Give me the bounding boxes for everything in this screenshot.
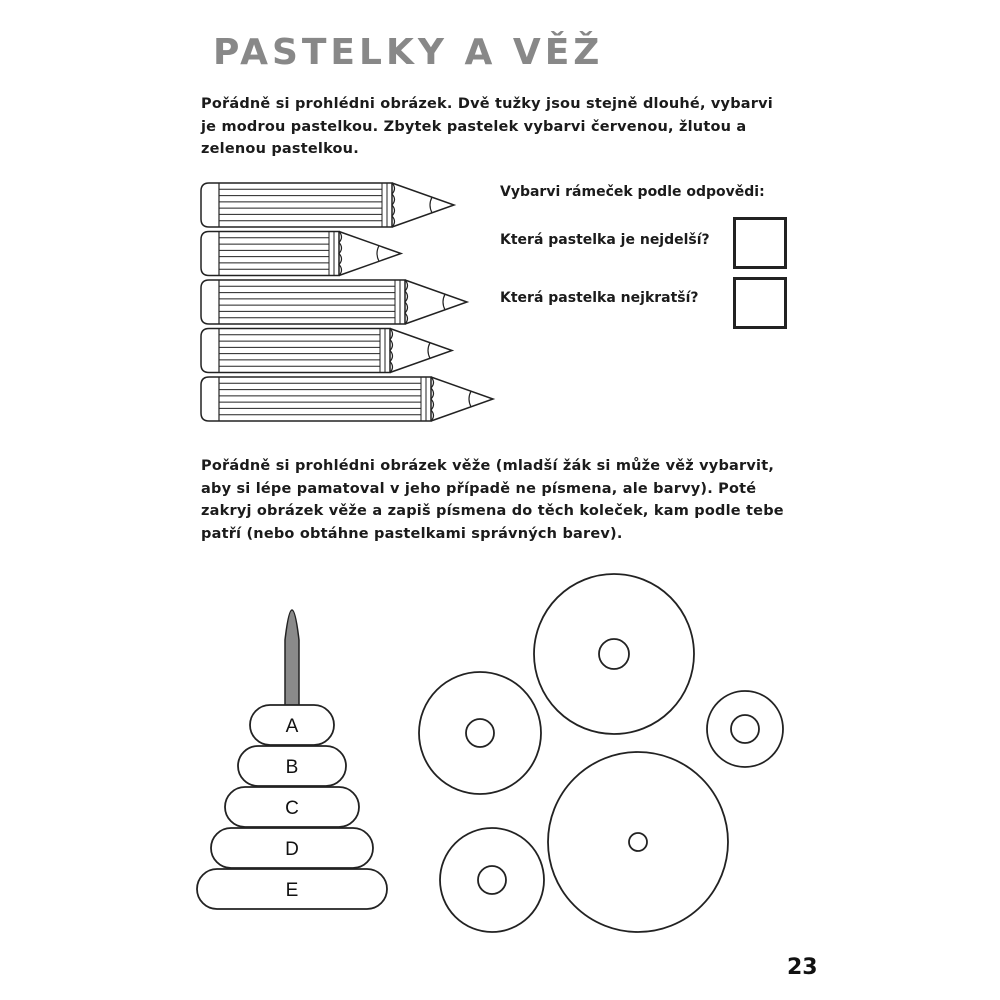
loose-ring-small-right[interactable] <box>707 691 783 767</box>
loose-ring-large-top[interactable] <box>534 574 694 734</box>
pencil-2[interactable] <box>201 232 401 276</box>
tower-ring-e <box>197 869 387 909</box>
tower-ring-d <box>211 828 373 868</box>
tower-ring-label: C <box>285 798 299 819</box>
answer-heading: Vybarvi rámeček podle odpovědi: <box>500 184 765 200</box>
tower-ring-a <box>250 705 334 745</box>
pencils-group <box>201 183 493 421</box>
loose-ring-largest-bottom[interactable] <box>548 752 728 932</box>
loose-ring-medium-bottom-left[interactable] <box>440 828 544 932</box>
tower-ring-label: E <box>285 880 299 901</box>
loose-ring-medium-left[interactable] <box>419 672 541 794</box>
tower-ring-b <box>238 746 346 786</box>
tower-group <box>197 705 387 909</box>
pencil-1[interactable] <box>201 183 454 227</box>
question-longest: Která pastelka je nejdelší? <box>500 232 710 248</box>
question-shortest: Která pastelka nejkratší? <box>500 290 699 306</box>
tower-ring-c <box>225 787 359 827</box>
page-title: PASTELKY A VĚŽ <box>213 32 604 73</box>
pencil-4[interactable] <box>201 329 452 373</box>
tower-ring-label: A <box>285 716 299 737</box>
pencil-3[interactable] <box>201 280 467 324</box>
tower-ring-label: D <box>285 839 299 860</box>
loose-rings-group <box>419 574 783 932</box>
tower-ring-label: B <box>285 757 299 778</box>
page-number: 23 <box>787 955 818 980</box>
instructions-tower: Pořádně si prohlédni obrázek věže (mladší žák si může věž vybarvit, aby si lépe pamatoval v jeho případě ne písmena, ale barvy). Poté zakryj obrázek věže a zapiš písmena do těch koleček, kam podle tebe patří (nebo obtáhne pastelkami správných barev). <box>201 458 784 542</box>
instructions-pencils: Pořádně si prohlédni obrázek. Dvě tužky jsou stejně dlouhé, vybarvi je modrou pastelkou. Zbytek pastelek vybarvi červenou, žlutou a zelenou pastelkou. <box>201 96 773 157</box>
pencil-5[interactable] <box>201 377 493 421</box>
